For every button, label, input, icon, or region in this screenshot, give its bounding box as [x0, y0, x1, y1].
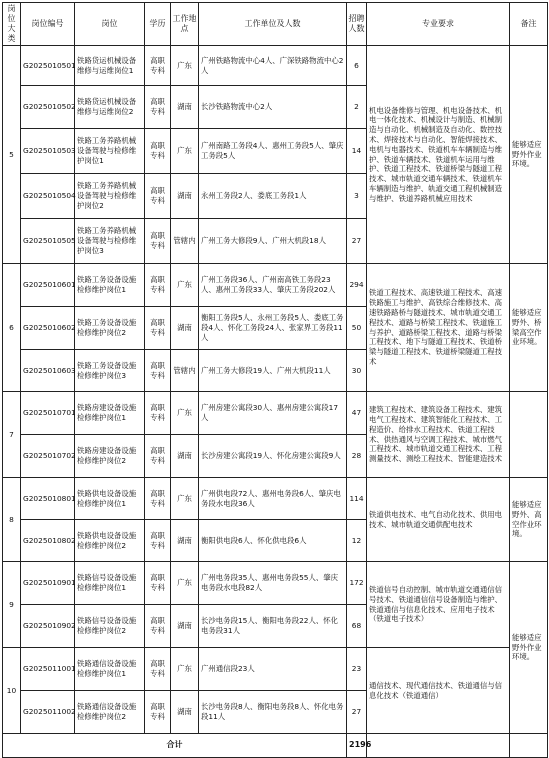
- category-cell: 8: [3, 478, 21, 562]
- units: 衡阳供电段6人、怀化供电段6人: [199, 520, 347, 562]
- location: 湖南: [171, 691, 199, 734]
- location: 广东: [171, 46, 199, 86]
- note: 能够适应野外、桥梁高空作业环境。: [510, 264, 548, 392]
- header-post: 岗位: [75, 3, 145, 46]
- post-name: 铁路工务养路机械设备驾驶与检修维护岗位3: [75, 219, 145, 264]
- major-requirement: 通信技术、现代通信技术、铁道通信与信息化技术（铁道通信）: [367, 648, 510, 734]
- total-row: [3, 734, 548, 758]
- table-row: [3, 478, 548, 520]
- major-requirement: 铁道供电技术、电气自动化技术、供用电技术、城市轨道交通供配电技术: [367, 478, 510, 562]
- count: 12: [347, 520, 367, 562]
- note-empty: [510, 392, 548, 478]
- count: 30: [347, 350, 367, 392]
- location: 管辖内: [171, 350, 199, 392]
- post-name: 铁路供电设备设施检修维护岗位1: [75, 478, 145, 520]
- location: 湖南: [171, 174, 199, 219]
- count: 27: [347, 691, 367, 734]
- education: 高职专科: [145, 605, 171, 648]
- units: 广州房建公寓段30人、惠州房建公寓段17人: [199, 392, 347, 435]
- units: 广州供电段72人、惠州电务段6人、肇庆电务段水电段36人: [199, 478, 347, 520]
- units: 永州工务段2人、娄底工务段1人: [199, 174, 347, 219]
- education: 高职专科: [145, 648, 171, 691]
- post-name: 铁路货运机械设备维修与运维岗位2: [75, 86, 145, 129]
- table-row: [3, 392, 548, 435]
- count: 68: [347, 605, 367, 648]
- post-name: 铁路信号设备设施检修维护岗位1: [75, 562, 145, 605]
- post-name: 铁路工务设备设施检修维护岗位2: [75, 307, 145, 350]
- location: 湖南: [171, 520, 199, 562]
- major-requirement: 铁道信号自动控制、城市轨道交通通信信号技术、铁道通信信号设备制造与维护、铁道通信与信息化技术、应用电子技术（铁道电子技术）: [367, 562, 510, 648]
- post-code: G2025011001: [21, 648, 75, 691]
- education: 高职专科: [145, 392, 171, 435]
- education: 高职专科: [145, 435, 171, 478]
- post-code: G2025010802: [21, 520, 75, 562]
- education: 高职专科: [145, 46, 171, 86]
- education: 高职专科: [145, 350, 171, 392]
- location: 湖南: [171, 86, 199, 129]
- header-category: 岗位大类: [3, 3, 21, 46]
- count: 27: [347, 219, 367, 264]
- count: 6: [347, 46, 367, 86]
- education: 高职专科: [145, 86, 171, 129]
- header-education: 学历: [145, 3, 171, 46]
- post-name: 铁路工务养路机械设备驾驶与检修维护岗位1: [75, 129, 145, 174]
- units: 广州工务大修段19人、广州大机段11人: [199, 350, 347, 392]
- category-cell: 6: [3, 264, 21, 392]
- location: 广东: [171, 478, 199, 520]
- major-requirement: 铁道工程技术、高速铁道工程技术、高速铁路施工与维护、高铁综合维修技术、高速铁路路桥与隧道技术、城市轨道交通工程技术、道路与桥梁工程技术、铁道施工与养护、道路桥梁工程技术、道路与桥梁工程技术、地下与隧道工程技术、铁道桥梁与隧道工程技术、铁道桥梁隧道工程技术: [367, 264, 510, 392]
- post-code: G2025010603: [21, 350, 75, 392]
- count: 294: [347, 264, 367, 307]
- major-requirement: 机电设备维修与管理、机电设备技术、机电一体化技术、机械设计与制造、机械制造与自动化、机械制造及自动化、数控技术、焊接技术与自动化、智能焊接技术、电机与电器技术、铁道机车车辆制造与维护、铁道车辆技术、铁道机车运用与维护、铁道工程技术、铁道桥梁与隧道工程技术、城市轨道交通车辆技术、铁道机车车辆制造与维护、轨道交通工程机械制造与维护、铁道养路机械应用技术: [367, 46, 510, 264]
- post-name: 铁路工务设备设施检修维护岗位3: [75, 350, 145, 392]
- units: 广州铁路物流中心4人、广深铁路物流中心2人: [199, 46, 347, 86]
- header-note: 备注: [510, 3, 548, 46]
- note: 能够适应野外作业环境。: [510, 562, 548, 734]
- post-name: 铁路通信设备设施检修维护岗位2: [75, 691, 145, 734]
- recruitment-table: [2, 2, 548, 758]
- post-code: G2025010902: [21, 605, 75, 648]
- units: 长沙电务段8人、衡阳电务段8人、怀化电务段11人: [199, 691, 347, 734]
- post-name: 铁路房建设备设施检修维护岗位1: [75, 392, 145, 435]
- location: 广东: [171, 129, 199, 174]
- note: 能够适应野外作业环境。: [510, 46, 548, 264]
- post-name: 铁路工务设备设施检修维护岗位1: [75, 264, 145, 307]
- header-location: 工作地点: [171, 3, 199, 46]
- category-cell: 9: [3, 562, 21, 648]
- header-count: 招聘人数: [347, 3, 367, 46]
- post-name: 铁路信号设备设施检修维护岗位2: [75, 605, 145, 648]
- header-row: [3, 3, 548, 46]
- location: 广东: [171, 392, 199, 435]
- header-major: 专业要求: [367, 3, 510, 46]
- total-empty-cell: [510, 734, 548, 758]
- education: 高职专科: [145, 478, 171, 520]
- total-label: 合计: [3, 734, 347, 758]
- table-row: [3, 562, 548, 605]
- education: 高职专科: [145, 174, 171, 219]
- units: 长沙房建公寓段19人、怀化房建公寓段9人: [199, 435, 347, 478]
- category-cell: 5: [3, 46, 21, 264]
- location: 广东: [171, 562, 199, 605]
- education: 高职专科: [145, 129, 171, 174]
- education: 高职专科: [145, 691, 171, 734]
- location: 湖南: [171, 605, 199, 648]
- education: 高职专科: [145, 219, 171, 264]
- post-code: G2025010901: [21, 562, 75, 605]
- count: 28: [347, 435, 367, 478]
- education: 高职专科: [145, 264, 171, 307]
- post-code: G2025010505: [21, 219, 75, 264]
- education: 高职专科: [145, 520, 171, 562]
- location: 湖南: [171, 435, 199, 478]
- post-code: G2025011002: [21, 691, 75, 734]
- post-code: G2025010602: [21, 307, 75, 350]
- table-row: [3, 264, 548, 307]
- post-code: G2025010502: [21, 86, 75, 129]
- post-name: 铁路通信设备设施检修维护岗位1: [75, 648, 145, 691]
- category-cell: 7: [3, 392, 21, 478]
- units: 广州通信段23人: [199, 648, 347, 691]
- count: 23: [347, 648, 367, 691]
- post-name: 铁路工务养路机械设备驾驶与检修维护岗位2: [75, 174, 145, 219]
- post-code: G2025010702: [21, 435, 75, 478]
- header-units: 工作单位及人数: [199, 3, 347, 46]
- total-empty-cell: [367, 734, 510, 758]
- count: 172: [347, 562, 367, 605]
- units: 广州南路工务段4人、惠州工务段5人、肇庆工务段5人: [199, 129, 347, 174]
- location: 管辖内: [171, 219, 199, 264]
- count: 14: [347, 129, 367, 174]
- units: 广州工务大修段9人、广州大机段18人: [199, 219, 347, 264]
- units: 长沙电务段15人、衡阳电务段22人、怀化电务段31人: [199, 605, 347, 648]
- category-cell: 10: [3, 648, 21, 734]
- major-requirement: 建筑工程技术、建筑设备工程技术、建筑电气工程技术、建筑智能化工程技术、工程造价、给排水工程技术、铁道工程技术、供热通风与空调工程技术、城市燃气工程技术、城市轨道交通工程技术、工程测量技术、测绘工程技术、智能建造技术: [367, 392, 510, 478]
- post-code: G2025010504: [21, 174, 75, 219]
- post-code: G2025010503: [21, 129, 75, 174]
- education: 高职专科: [145, 307, 171, 350]
- header-code: 岗位编号: [21, 3, 75, 46]
- count: 2: [347, 86, 367, 129]
- units: 广州电务段35人、惠州电务段55人、肇庆电务段水电段82人: [199, 562, 347, 605]
- count: 114: [347, 478, 367, 520]
- count: 3: [347, 174, 367, 219]
- post-code: G2025010801: [21, 478, 75, 520]
- units: 广州工务段36人、广州南高铁工务段23人、惠州工务段33人、肇庆工务段202人: [199, 264, 347, 307]
- post-code: G2025010601: [21, 264, 75, 307]
- location: 广东: [171, 648, 199, 691]
- total-count: 2196: [347, 734, 367, 758]
- count: 50: [347, 307, 367, 350]
- table-row: [3, 648, 548, 691]
- note: 能够适应野外、高空作业环境。: [510, 478, 548, 562]
- post-code: G2025010701: [21, 392, 75, 435]
- post-name: 铁路房建设备设施检修维护岗位2: [75, 435, 145, 478]
- count: 47: [347, 392, 367, 435]
- location: 湖南: [171, 307, 199, 350]
- post-name: 铁路货运机械设备维修与运维岗位1: [75, 46, 145, 86]
- location: 广东: [171, 264, 199, 307]
- post-code: G2025010501: [21, 46, 75, 86]
- units: 衡阳工务段5人、永州工务段5人、娄底工务段4人、怀化工务段24人、张家界工务段11人: [199, 307, 347, 350]
- units: 长沙铁路物流中心2人: [199, 86, 347, 129]
- post-name: 铁路供电设备设施检修维护岗位2: [75, 520, 145, 562]
- table-row: [3, 46, 548, 86]
- education: 高职专科: [145, 562, 171, 605]
